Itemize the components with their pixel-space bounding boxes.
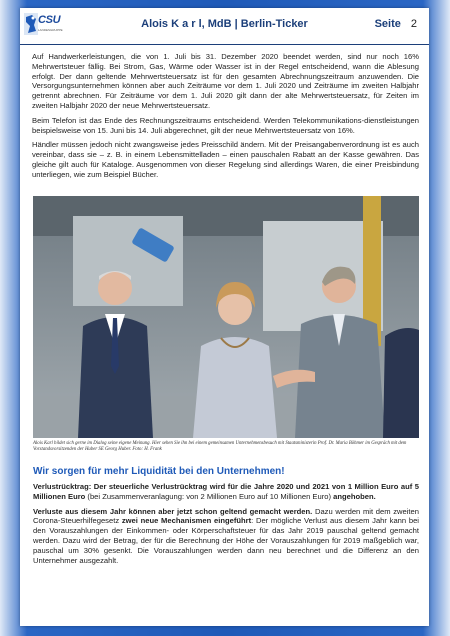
article-body <box>32 52 419 185</box>
paragraph-3: Händler müssen jedoch nicht zwangsweise jedes Preisschild ändern. Mit der Preisangabenverordnung ist es auch vereinbar, dass sie – z. B. in einem Lebensmittelladen – einen pauschalen Rabatt an der Kasse gewähren. Das gleiche gilt auch für Kataloge. Ausgenommen von dieser Regelung sind allerdings Waren, die einer Preisbindung unterliegen, wie zum Beispiel Bücher. <box>32 140 419 179</box>
factory-visit-illustration <box>33 196 419 438</box>
page-label: Seite <box>374 18 401 30</box>
logo-text: CSU <box>38 14 61 26</box>
loss-carryback-normal: (bei Zusammenveranlagung: von 2 Millionen Euro auf 10 Millionen Euro) <box>85 491 334 501</box>
liquidity-section <box>33 482 419 570</box>
page-header <box>20 8 429 45</box>
section-heading: Wir sorgen für mehr Liquidität bei den Unternehmen! <box>33 466 285 477</box>
loss-carryback-paragraph <box>33 482 419 502</box>
current-losses-bold-mid: zwei neue Mechanismen eingeführt <box>121 516 252 526</box>
current-losses-normal-a: Dazu werden mit dem zweiten Corona-Steuerhilfegesetz <box>33 506 419 526</box>
current-losses-normal-b: : Der mögliche Verlust aus diesem Jahr kann bei den Vorauszahlungen der Einkommen- oder Körperschaftsteuer für das Jahr 2019 pauschal geltend gemacht werden. Dazu wird der Betrag, der für die Berechnung der Höhe der Vorauszahlungen für 2019 maßgeblich war, pauschal um 30% gesenkt. Die Vorauszahlungen werden dann neu berechnet und die Differenz an den Unternehmer ausgezahlt. <box>33 516 419 565</box>
loss-carryback-bold-end: angehoben. <box>333 491 376 501</box>
paragraph-2: Beim Telefon ist das Ende des Rechnungszeitraums entscheidend. Werden Telekommunikations-dienstleistungen beispielsweise von 15. Juni bis 14. Juli abgerechnet, gilt der neue Mehrwertsteuersatz von 16%. <box>32 115 419 135</box>
paragraph-1: Auf Handwerkerleistungen, die von 1. Juli bis 31. Dezember 2020 beendet werden, sind nur noch 16% Mehrwertsteuer fällig. Bei Strom, Gas, Wärme oder Wasser ist in der Regel entscheidend, wann die Ablesung erfolgt. Der dann geltende Mehrwertsteuersatz ist für den gesamten Abrechnungszeitraum anzuwenden. Die Versorgungsunternehmen können aber auch Zeiträume vor dem 1. Juli 2020 und Zeiträume im zweiten Halbjahr getrennt abrechnen. Für Zeiträume vor dem 1. Juli 2020 gilt dann der alte Mehrwertsteuersatz, für Zeiten im zweiten Halbjahr 2020 der neue Mehrwertsteuersatz. <box>32 52 419 110</box>
page-number: 2 <box>410 18 417 30</box>
loss-carryback-bold-intro: Verlustrücktrag: Der steuerliche Verlustrücktrag wird für die Jahre 2020 und 2021 von 1 Million Euro auf 5 Millionen Euro <box>33 482 419 501</box>
document-page <box>20 8 429 626</box>
page-indicator <box>375 18 417 30</box>
current-losses-bold-intro: Verluste aus diesem Jahr können aber jetzt schon geltend gemacht werden. <box>33 506 313 516</box>
header-title: Alois K a r l, MdB | Berlin-Ticker <box>141 18 308 30</box>
current-losses-paragraph <box>33 507 419 566</box>
logo-subtext: LANDESGRUPPE <box>38 28 63 32</box>
photo-caption: Alois Karl bildet sich gerne im Dialog seine eigene Meinung. Hier sehen Sie ihn bei einem gemeinsamen Unternehmensbesuch mit Staatsministerin Prof. Dr. Maria Böhmer im Gespräch mit dem Vorstandsvorsitzenden der Huber SE Georg Huber. Foto: H. Frank <box>33 441 407 452</box>
event-photo <box>33 196 419 438</box>
